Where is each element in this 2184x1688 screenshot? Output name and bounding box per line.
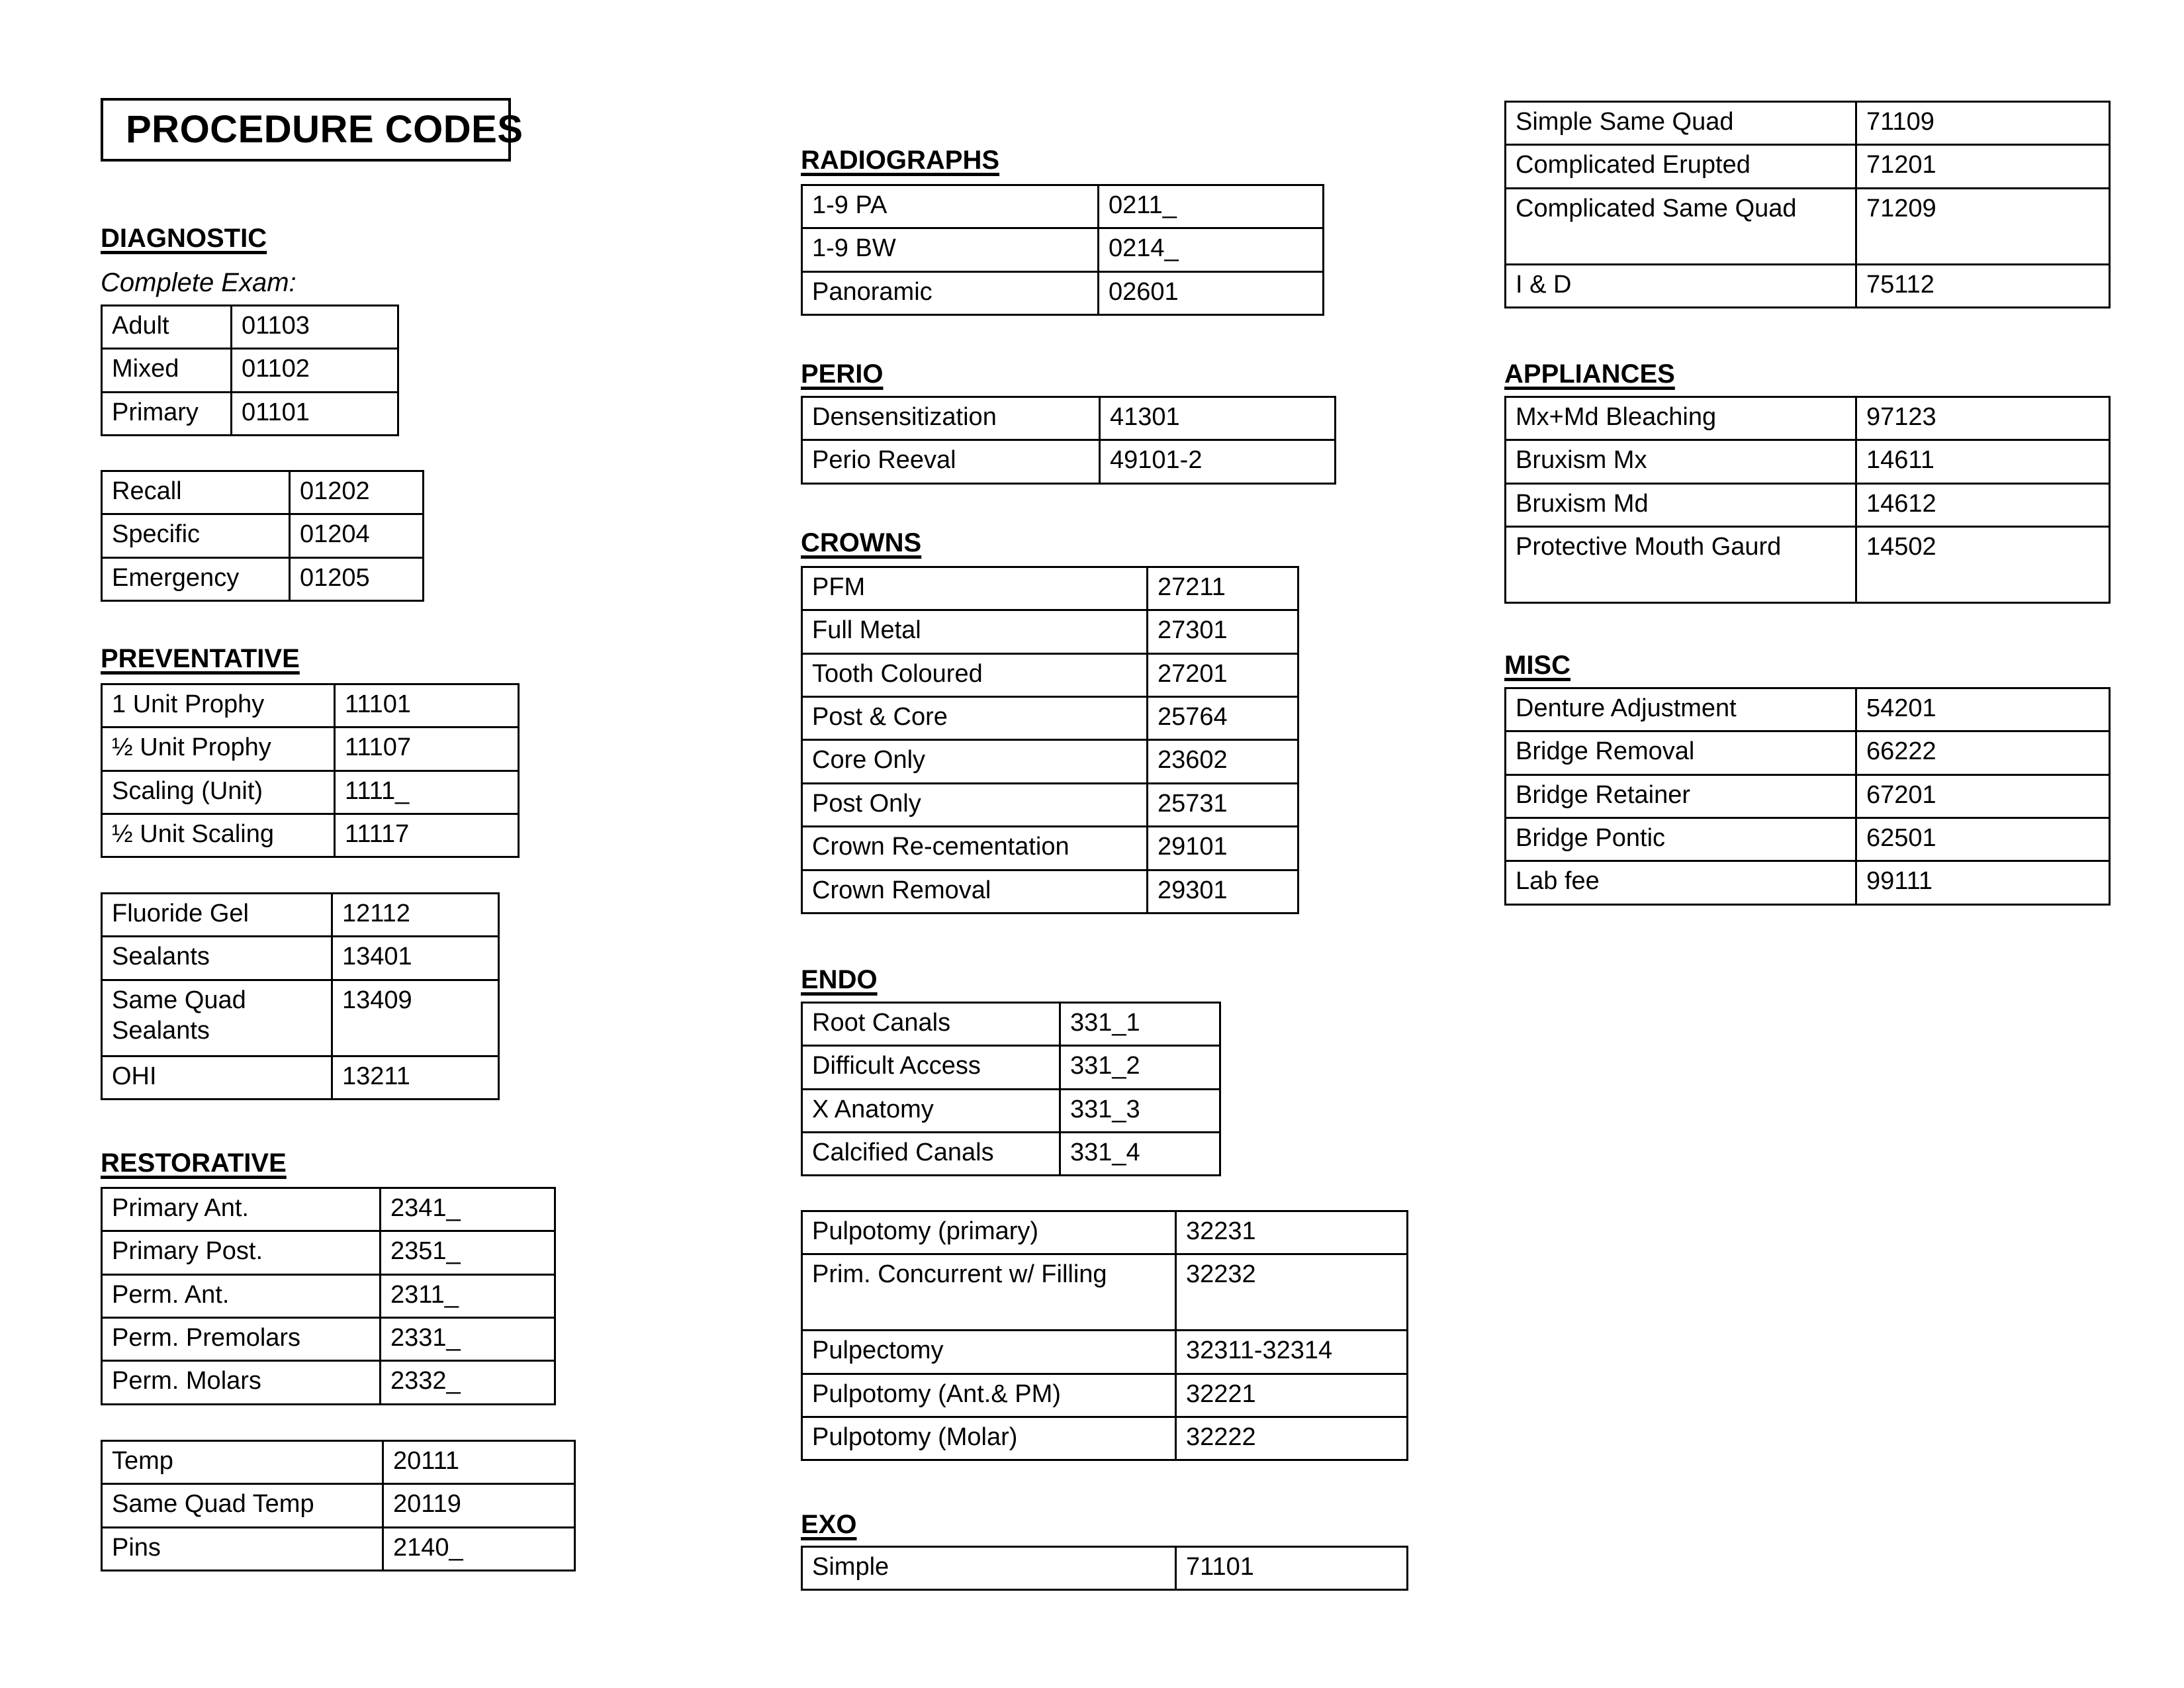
row-label: Same Quad Temp <box>102 1484 383 1527</box>
table-row <box>102 727 519 771</box>
row-code: 2331_ <box>381 1318 555 1361</box>
table-row <box>802 440 1336 483</box>
row-label: Specific <box>102 514 290 557</box>
row-label: Complicated Same Quad <box>1506 188 1856 264</box>
table-row <box>1506 483 2110 526</box>
table-row <box>802 1133 1220 1176</box>
section-heading-endo: ENDO <box>801 965 878 994</box>
row-label: Primary Post. <box>102 1231 381 1274</box>
table-row <box>802 870 1298 913</box>
row-code: 32221 <box>1176 1374 1408 1417</box>
document-title-box <box>101 98 523 162</box>
row-label: Pulpotomy (Molar) <box>802 1417 1176 1460</box>
row-label: Post & Core <box>802 697 1148 740</box>
table-row <box>102 814 519 857</box>
row-code: 71209 <box>1856 188 2110 264</box>
table-row <box>102 306 398 349</box>
row-label: Calcified Canals <box>802 1133 1060 1176</box>
row-label: Adult <box>102 306 232 349</box>
row-code: 41301 <box>1100 397 1336 440</box>
page-title: PROCEDURE CODES <box>126 108 523 151</box>
section-heading-misc: MISC <box>1504 651 1570 680</box>
row-label: Crown Removal <box>802 870 1148 913</box>
row-code: 25764 <box>1148 697 1298 740</box>
table-row <box>802 1417 1408 1460</box>
row-label: Same Quad Sealants <box>102 980 332 1056</box>
row-label: Post Only <box>802 783 1148 826</box>
row-code: 20111 <box>383 1441 575 1484</box>
row-label: Pulpotomy (primary) <box>802 1211 1176 1254</box>
row-label: 1-9 BW <box>802 228 1099 271</box>
row-code: 29301 <box>1148 870 1298 913</box>
table-row <box>802 697 1298 740</box>
row-code: 331_4 <box>1060 1133 1220 1176</box>
table-row <box>802 740 1298 783</box>
row-code: 01202 <box>290 471 424 514</box>
table-row <box>102 1484 575 1527</box>
row-label: Pulpotomy (Ant.& PM) <box>802 1374 1176 1417</box>
row-code: 71101 <box>1176 1547 1408 1590</box>
table-row <box>102 349 398 392</box>
row-code: 0214_ <box>1099 228 1324 271</box>
row-label: X Anatomy <box>802 1089 1060 1132</box>
row-label: Lab fee <box>1506 861 1856 904</box>
row-label: Densensitization <box>802 397 1100 440</box>
table-row <box>802 567 1298 610</box>
row-code: 01102 <box>232 349 398 392</box>
row-code: 2311_ <box>381 1274 555 1317</box>
row-label: Pins <box>102 1527 383 1570</box>
section-heading-restorative: RESTORATIVE <box>101 1149 287 1178</box>
row-label: Perio Reeval <box>802 440 1100 483</box>
row-code: 99111 <box>1856 861 2110 904</box>
row-label: 1 Unit Prophy <box>102 684 335 727</box>
row-code: 2332_ <box>381 1361 555 1404</box>
row-code: 32311-32314 <box>1176 1331 1408 1374</box>
table-row <box>802 1211 1408 1254</box>
table-row <box>802 271 1324 314</box>
row-label: Bruxism Mx <box>1506 440 1856 483</box>
table-row <box>102 684 519 727</box>
row-code: 12112 <box>332 894 499 937</box>
section-heading-radiographs: RADIOGRAPHS <box>801 146 1000 175</box>
table-row <box>802 610 1298 653</box>
table-row <box>802 397 1336 440</box>
row-code: 01204 <box>290 514 424 557</box>
row-label: Mixed <box>102 349 232 392</box>
exo-continued-table <box>1504 101 2111 308</box>
row-code: 1111_ <box>335 771 519 814</box>
table-row <box>802 1254 1408 1331</box>
row-label: Bruxism Md <box>1506 483 1856 526</box>
row-label: Simple <box>802 1547 1176 1590</box>
prophy-scaling-table <box>101 683 520 858</box>
section-heading-appliances: APPLIANCES <box>1504 359 1675 389</box>
subheading-complete-exam: Complete Exam: <box>101 268 296 297</box>
table-row <box>102 557 424 600</box>
table-row <box>802 1547 1408 1590</box>
row-code: 11101 <box>335 684 519 727</box>
table-row <box>1506 145 2110 188</box>
row-code: 49101-2 <box>1100 440 1336 483</box>
row-label: Difficult Access <box>802 1046 1060 1089</box>
row-code: 14502 <box>1856 527 2110 603</box>
table-row <box>102 1527 575 1570</box>
endo-canals-table <box>801 1002 1221 1176</box>
table-row <box>1506 440 2110 483</box>
table-row <box>102 392 398 435</box>
table-row <box>102 1188 555 1231</box>
row-label: Perm. Ant. <box>102 1274 381 1317</box>
section-heading-exo: EXO <box>801 1510 857 1539</box>
table-row <box>102 1441 575 1484</box>
misc-table <box>1504 687 2111 906</box>
row-code: 20119 <box>383 1484 575 1527</box>
table-row <box>102 1274 555 1317</box>
table-row <box>802 1046 1220 1089</box>
table-row <box>802 1374 1408 1417</box>
row-label: Protective Mouth Gaurd <box>1506 527 1856 603</box>
row-code: 97123 <box>1856 397 2110 440</box>
radiographs-table <box>801 184 1324 316</box>
row-code: 331_2 <box>1060 1046 1220 1089</box>
row-label: PFM <box>802 567 1148 610</box>
row-code: 331_1 <box>1060 1003 1220 1046</box>
row-label: Emergency <box>102 557 290 600</box>
row-code: 29101 <box>1148 827 1298 870</box>
row-label: Complicated Erupted <box>1506 145 1856 188</box>
row-code: 71201 <box>1856 145 2110 188</box>
table-row <box>802 1331 1408 1374</box>
row-code: 32231 <box>1176 1211 1408 1254</box>
appliances-table <box>1504 396 2111 604</box>
row-label: ½ Unit Prophy <box>102 727 335 771</box>
fluoride-sealants-table <box>101 892 500 1100</box>
row-label: Simple Same Quad <box>1506 102 1856 145</box>
row-code: 54201 <box>1856 688 2110 731</box>
row-label: Root Canals <box>802 1003 1060 1046</box>
row-label: Fluoride Gel <box>102 894 332 937</box>
row-code: 75112 <box>1856 264 2110 307</box>
table-row <box>802 228 1324 271</box>
table-row <box>802 783 1298 826</box>
row-label: Panoramic <box>802 271 1099 314</box>
table-row <box>1506 264 2110 307</box>
table-row <box>102 894 499 937</box>
table-row <box>1506 861 2110 904</box>
row-code: 2341_ <box>381 1188 555 1231</box>
row-code: 13211 <box>332 1056 499 1099</box>
table-row <box>102 937 499 980</box>
row-code: 32232 <box>1176 1254 1408 1331</box>
table-row <box>802 185 1324 228</box>
row-label: Core Only <box>802 740 1148 783</box>
table-row <box>102 1231 555 1274</box>
row-label: Pulpectomy <box>802 1331 1176 1374</box>
table-row <box>802 653 1298 696</box>
row-code: 11107 <box>335 727 519 771</box>
row-code: 01101 <box>232 392 398 435</box>
pulpotomy-table <box>801 1210 1408 1461</box>
row-code: 11117 <box>335 814 519 857</box>
row-code: 2140_ <box>383 1527 575 1570</box>
row-code: 27201 <box>1148 653 1298 696</box>
row-code: 14611 <box>1856 440 2110 483</box>
row-label: Scaling (Unit) <box>102 771 335 814</box>
table-row <box>102 514 424 557</box>
row-label: ½ Unit Scaling <box>102 814 335 857</box>
row-code: 62501 <box>1856 818 2110 861</box>
row-label: Primary Ant. <box>102 1188 381 1231</box>
table-row <box>102 1361 555 1404</box>
row-code: 71109 <box>1856 102 2110 145</box>
row-label: Denture Adjustment <box>1506 688 1856 731</box>
crowns-table <box>801 566 1299 914</box>
table-row <box>802 827 1298 870</box>
row-label: Sealants <box>102 937 332 980</box>
table-row <box>102 1318 555 1361</box>
temp-pins-table <box>101 1440 576 1571</box>
row-label: Temp <box>102 1441 383 1484</box>
row-label: Primary <box>102 392 232 435</box>
row-code: 331_3 <box>1060 1089 1220 1132</box>
row-label: 1-9 PA <box>802 185 1099 228</box>
section-heading-diagnostic: DIAGNOSTIC <box>101 224 267 253</box>
row-code: 01103 <box>232 306 398 349</box>
row-label: Recall <box>102 471 290 514</box>
row-label: Mx+Md Bleaching <box>1506 397 1856 440</box>
complete-exam-table <box>101 305 399 436</box>
row-label: I & D <box>1506 264 1856 307</box>
table-row <box>1506 818 2110 861</box>
row-code: 14612 <box>1856 483 2110 526</box>
table-row <box>1506 188 2110 264</box>
table-row <box>1506 688 2110 731</box>
exam-type-table <box>101 470 424 602</box>
table-row <box>102 471 424 514</box>
table-row <box>1506 397 2110 440</box>
row-code: 02601 <box>1099 271 1324 314</box>
restorative-table <box>101 1187 556 1405</box>
row-code: 25731 <box>1148 783 1298 826</box>
row-code: 13401 <box>332 937 499 980</box>
row-code: 23602 <box>1148 740 1298 783</box>
row-label: Prim. Concurrent w/ Filling <box>802 1254 1176 1331</box>
section-heading-crowns: CROWNS <box>801 528 922 557</box>
row-code: 27211 <box>1148 567 1298 610</box>
row-code: 32222 <box>1176 1417 1408 1460</box>
row-label: Crown Re-cementation <box>802 827 1148 870</box>
row-label: Bridge Retainer <box>1506 774 1856 818</box>
row-code: 27301 <box>1148 610 1298 653</box>
row-label: Bridge Pontic <box>1506 818 1856 861</box>
table-row <box>1506 731 2110 774</box>
table-row <box>102 980 499 1056</box>
section-heading-preventative: PREVENTATIVE <box>101 644 300 673</box>
table-row <box>1506 774 2110 818</box>
row-label: Full Metal <box>802 610 1148 653</box>
exo-table <box>801 1546 1408 1591</box>
row-code: 13409 <box>332 980 499 1056</box>
section-heading-perio: PERIO <box>801 359 884 389</box>
row-label: OHI <box>102 1056 332 1099</box>
row-code: 01205 <box>290 557 424 600</box>
row-code: 66222 <box>1856 731 2110 774</box>
table-row <box>102 1056 499 1099</box>
row-code: 0211_ <box>1099 185 1324 228</box>
table-row <box>102 771 519 814</box>
row-code: 67201 <box>1856 774 2110 818</box>
row-code: 2351_ <box>381 1231 555 1274</box>
perio-table <box>801 396 1336 485</box>
table-row <box>1506 527 2110 603</box>
table-row <box>802 1089 1220 1132</box>
row-label: Bridge Removal <box>1506 731 1856 774</box>
table-row <box>802 1003 1220 1046</box>
row-label: Perm. Molars <box>102 1361 381 1404</box>
row-label: Perm. Premolars <box>102 1318 381 1361</box>
row-label: Tooth Coloured <box>802 653 1148 696</box>
table-row <box>1506 102 2110 145</box>
